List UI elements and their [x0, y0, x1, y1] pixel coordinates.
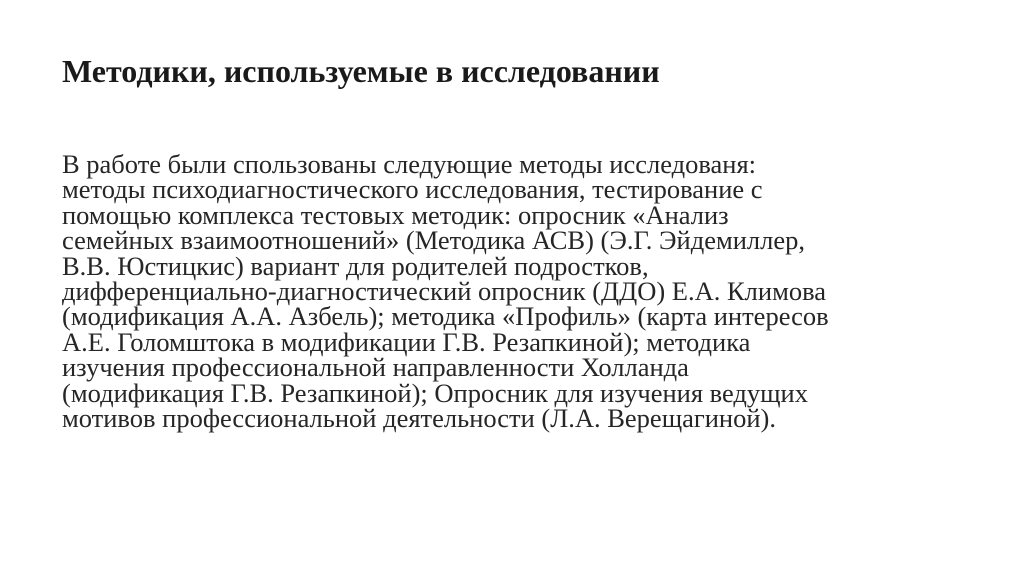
body-line: семейных взаимоотношений» (Методика АСВ) (Э.Г. Эйдемиллер, — [62, 225, 806, 256]
body-line: дифференциально-диагностический опросник (ДДО) Е.А. Климова — [62, 276, 827, 307]
slide-title: Методики, используемые в исследовании — [62, 53, 660, 89]
body-line: В.В. Юстицкис) вариант для родителей подростков, — [62, 250, 649, 281]
body-line: (модификация А.А. Азбель); методика «Профиль» (карта интересов — [62, 301, 829, 332]
body-line: методы психодиагностического исследования, тестирование с — [62, 174, 763, 205]
body-line: помощью комплекса тестовых методик: опросник «Анализ — [62, 199, 729, 230]
slide-body-text — [62, 149, 962, 434]
body-line: изучения профессиональной направленности Холланда — [62, 352, 689, 383]
body-line: мотивов профессиональной деятельности (Л.А. Верещагиной). — [62, 403, 776, 434]
body-line: (модификация Г.В. Резапкиной); Опросник для изучения ведущих — [62, 377, 808, 408]
body-line: В работе были спользованы следующие методы исследованя: — [62, 149, 757, 179]
body-line: А.Е. Голомштока в модификации Г.В. Резапкиной); методика — [62, 326, 751, 357]
